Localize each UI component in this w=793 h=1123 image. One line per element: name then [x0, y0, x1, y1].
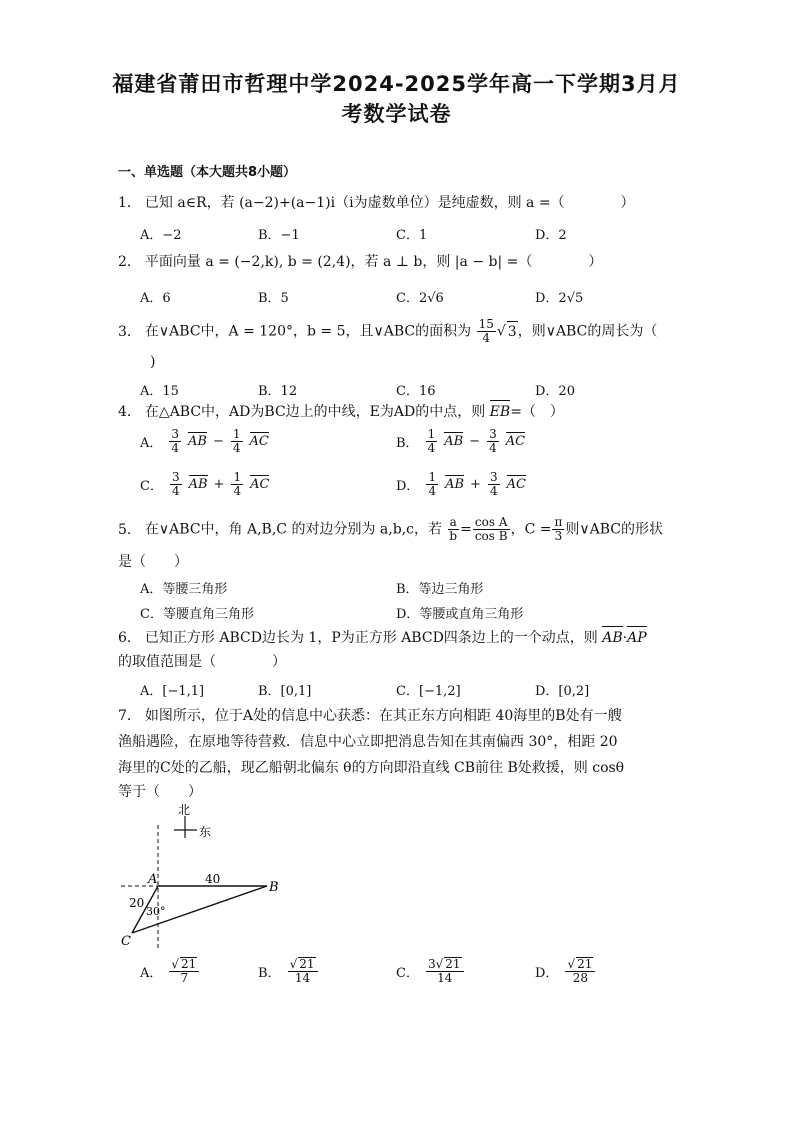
option-label: A． — [140, 965, 163, 981]
numerator: a — [449, 515, 457, 529]
question-number: 7． — [118, 708, 141, 724]
q5-option-d[interactable]: D．等腰或直角三角形 — [396, 607, 524, 622]
question-text-tail: =（ ） — [510, 404, 564, 420]
q1-option-d[interactable]: D．2 — [535, 228, 567, 243]
fraction — [477, 318, 496, 345]
q3-option-b[interactable]: B．12 — [258, 384, 298, 399]
denominator: 14 — [294, 971, 311, 985]
numerator: √ 21 — [565, 957, 595, 972]
fraction — [447, 516, 459, 543]
option-label: C． — [396, 965, 419, 981]
vector-ap: AP — [627, 630, 647, 646]
question-number: 4． — [118, 404, 141, 420]
fraction — [473, 516, 510, 543]
radicand: 21 — [445, 957, 461, 971]
question-text-mid: ，C = — [510, 521, 552, 538]
east-label: 东 — [199, 825, 212, 839]
dot-operator: · — [622, 630, 628, 646]
numerator: 1 — [428, 470, 437, 484]
vector: AC — [506, 477, 526, 492]
question-number: 2． — [118, 254, 141, 270]
question-text: 如图所示，位于A处的信息中心获悉：在其正东方向相距 40海里的B处有一艘 — [144, 708, 622, 724]
denominator: 4 — [233, 484, 242, 498]
question-text: 在△ABC中，AD为BC边上的中线，E为AD的中点，则 — [144, 404, 486, 420]
q6-option-d[interactable]: D．[0,2] — [535, 684, 590, 699]
denominator: cos B — [474, 529, 508, 543]
question-text: 在∨ABC中，角 A,B,C 的对边分别为 a,b,c，若 — [144, 521, 442, 538]
point-b-label: B — [269, 880, 279, 895]
q7-option-a[interactable] — [140, 957, 200, 985]
denominator: 4 — [232, 441, 241, 455]
q7-option-c[interactable] — [396, 957, 465, 985]
numerator: 3 — [171, 470, 180, 484]
fraction — [488, 471, 500, 498]
question-text: 已知 a∈R，若 (a−2)+(a−1)i（i为虚数单位）是纯虚数，则 a =（ ） — [144, 195, 635, 211]
vector: AB — [445, 477, 465, 492]
fraction — [565, 957, 595, 985]
question-text: 在∨ABC中，A = 120°，b = 5，且∨ABC的面积为 — [144, 323, 472, 340]
question-6 — [118, 628, 647, 648]
q5-option-b[interactable]: B．等边三角形 — [396, 582, 484, 597]
q6-option-b[interactable]: B．[0,1] — [258, 684, 312, 699]
numerator: 1 — [427, 427, 436, 441]
denominator: 4 — [489, 441, 497, 455]
question-text: 平面向量 a = (−2,k), b = (2,4)，若 a ⊥ b，则 |a − b| =（ ） — [144, 254, 603, 270]
vector: AC — [250, 477, 270, 492]
vector: AB — [188, 434, 207, 449]
fraction — [169, 957, 199, 985]
q2-option-c[interactable]: C．2√6 — [396, 291, 444, 306]
question-number: 5． — [118, 521, 141, 538]
vector-eb: EB — [489, 404, 511, 420]
question-3-line2: ) — [150, 354, 156, 370]
operator: − — [212, 434, 224, 449]
point-c-label: C — [121, 934, 131, 949]
denominator: 4 — [489, 484, 498, 498]
numerator: π — [554, 515, 563, 529]
fraction — [170, 471, 182, 498]
denominator: 4 — [428, 484, 437, 498]
numerator: √ 21 — [169, 957, 199, 972]
denominator: 4 — [171, 484, 180, 498]
fraction — [426, 471, 438, 498]
q7-option-b[interactable] — [258, 957, 319, 985]
q6-option-c[interactable]: C．[−1,2] — [396, 684, 461, 699]
question-6-line2: 的取值范围是（ ） — [118, 654, 286, 670]
denominator: 4 — [171, 441, 180, 455]
question-text: 已知正方形 ABCD边长为 1，P为正方形 ABCD四条边上的一个动点，则 — [144, 630, 598, 646]
q4-option-a[interactable] — [140, 428, 269, 455]
distance-ac-label: 20 — [129, 896, 145, 910]
navigation-diagram — [115, 800, 295, 950]
q4-option-c[interactable] — [140, 471, 269, 498]
question-1 — [118, 193, 635, 213]
numerator: √ 21 — [288, 957, 318, 972]
question-text-tail: 则∨ABC的形状 — [565, 521, 663, 538]
question-number: 3． — [118, 323, 141, 340]
section-heading: 一、单选题（本大题共8小题） — [118, 165, 297, 180]
q3-option-a[interactable]: A．15 — [140, 384, 179, 399]
vector: AC — [505, 434, 526, 449]
operator: + — [470, 477, 481, 492]
q5-option-c[interactable]: C．等腰直角三角形 — [140, 607, 254, 622]
fraction — [231, 471, 243, 498]
coefficient: 3 — [427, 957, 436, 971]
vector: AC — [249, 434, 269, 449]
denominator: 4 — [427, 441, 436, 455]
vector-ab: AB — [602, 630, 623, 646]
option-label: D． — [396, 479, 420, 494]
fraction — [169, 428, 181, 455]
operator: + — [213, 477, 225, 492]
question-5 — [118, 516, 663, 543]
north-label: 北 — [178, 803, 191, 817]
point-a-label: A — [148, 872, 158, 887]
fraction — [426, 428, 438, 455]
q2-option-b[interactable]: B．5 — [258, 291, 289, 306]
fraction — [552, 516, 564, 543]
vector: AB — [444, 434, 464, 449]
numerator: 3 — [489, 470, 498, 484]
exam-title-line1: 福建省莆田市哲理中学2024-2025学年高一下学期3月月 — [112, 72, 681, 96]
radicand: 3 — [507, 321, 518, 342]
question-text-tail: ，则∨ABC的周长为（ — [517, 323, 658, 340]
fraction — [288, 957, 318, 985]
question-7-line2: 渔船遇险，在原地等待营救．信息中心立即把消息告知在其南偏西 30°，相距 20 — [118, 734, 618, 750]
radicand: 21 — [299, 957, 315, 971]
q6-option-a[interactable]: A．[−1,1] — [140, 684, 205, 699]
numerator: 3√ 21 — [426, 957, 464, 972]
question-3: 3． 在∨ABC中，A = 120°，b = 5，且∨ABC的面积为 $\frac{15}{4}$ √ 3，则∨ABC的周长为（ — [118, 317, 658, 345]
question-7-line3: 海里的C处的乙船，现乙船朝北偏东 θ的方向即沿直线 CB前往 B处救援，则 cosθ — [118, 760, 625, 776]
radicand: 21 — [577, 957, 593, 971]
question-number: 6． — [118, 630, 141, 646]
option-label: B． — [258, 965, 281, 981]
q3-option-d[interactable]: D．20 — [535, 384, 575, 399]
numerator: 1 — [232, 427, 241, 441]
vector: AB — [188, 477, 208, 492]
question-number: 1． — [118, 195, 141, 211]
angle-label: 30° — [146, 905, 166, 918]
denominator: 28 — [572, 971, 589, 985]
q3-option-c[interactable]: C．16 — [396, 384, 436, 399]
q2-option-d[interactable]: D．2√5 — [535, 291, 584, 306]
numerator: 1 — [233, 470, 242, 484]
numerator: 3 — [171, 427, 180, 441]
question-5-line2: 是（ ） — [118, 554, 188, 570]
q2-option-a[interactable]: A．6 — [140, 291, 171, 306]
fraction — [231, 428, 243, 455]
numerator: 15 — [478, 317, 494, 331]
question-7 — [118, 706, 622, 726]
question-4 — [118, 402, 564, 422]
option-label: D． — [535, 965, 559, 981]
option-label: B． — [396, 436, 419, 451]
denominator: 14 — [437, 971, 453, 985]
q1-option-c[interactable]: C．1 — [396, 228, 428, 243]
option-label: A． — [140, 436, 163, 451]
q4-option-d[interactable] — [396, 471, 526, 498]
fraction — [426, 957, 464, 985]
numerator: 3 — [489, 427, 497, 441]
operator: − — [469, 434, 481, 449]
denominator: 7 — [180, 971, 189, 985]
denominator: 3 — [554, 529, 563, 543]
distance-ab-label: 40 — [205, 872, 221, 886]
numerator: cos A — [474, 515, 508, 529]
question-7-line4: 等于（ ） — [118, 784, 202, 800]
exam-title-line2: 考数学试卷 — [341, 102, 452, 126]
radicand: 21 — [181, 957, 197, 971]
option-label: C． — [140, 479, 163, 494]
question-2 — [118, 252, 602, 272]
q4-option-b[interactable] — [396, 428, 525, 455]
q1-option-b[interactable]: B．−1 — [258, 228, 300, 243]
denominator: 4 — [482, 331, 491, 345]
q5-option-a[interactable]: A．等腰三角形 — [140, 582, 228, 597]
denominator: b — [449, 529, 458, 543]
equals-sign: = — [460, 521, 472, 538]
q7-option-d[interactable] — [535, 957, 596, 985]
fraction — [487, 428, 499, 455]
q1-option-a[interactable]: A．−2 — [140, 228, 182, 243]
